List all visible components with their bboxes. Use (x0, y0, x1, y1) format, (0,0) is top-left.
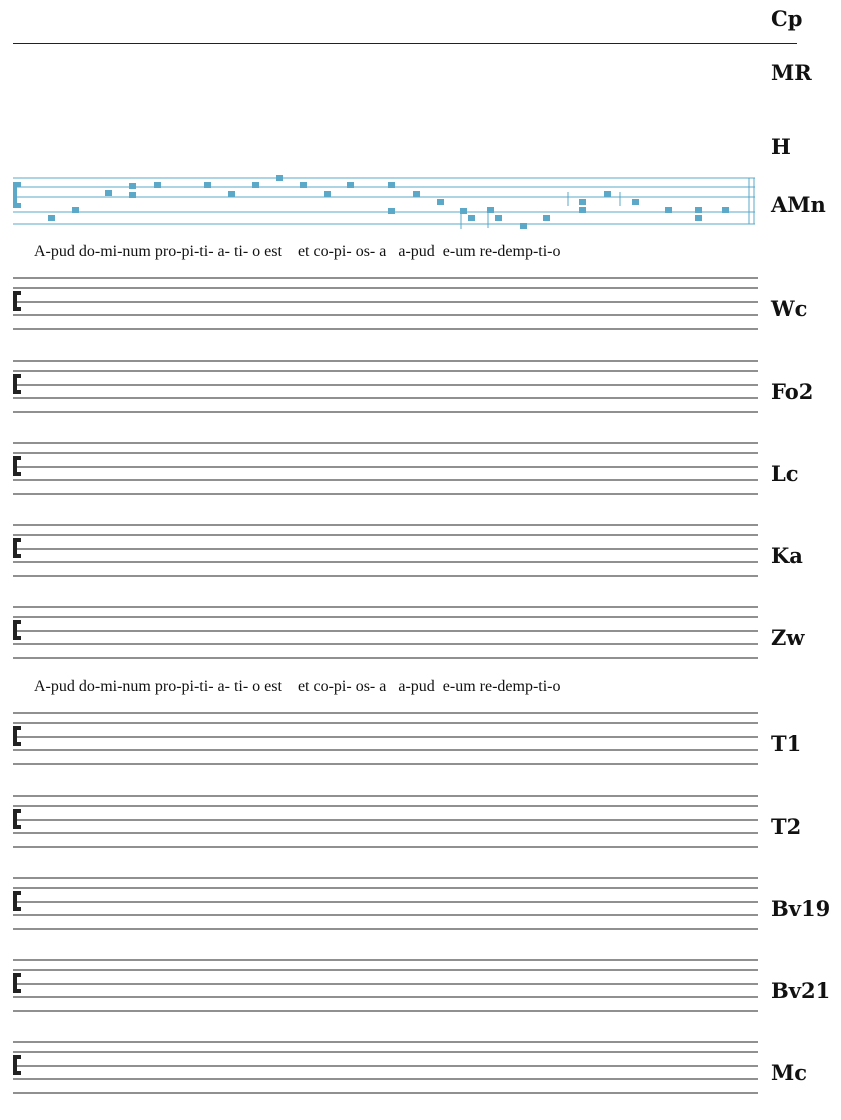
staff-t1[interactable] (13, 712, 758, 772)
staff-t2[interactable] (13, 795, 758, 855)
lyrics-line-2: A-pud do-mi-num pro-pi-ti- a- ti- o est et co-pi- os- a a-pud e-um re-demp-ti-o (34, 678, 561, 695)
siglum-amn[interactable]: AMn (771, 192, 826, 217)
siglum-t2[interactable]: T2 (771, 814, 802, 839)
siglum-fo2[interactable]: Fo2 (771, 379, 814, 404)
staff-wc[interactable] (13, 277, 758, 337)
siglum-ka[interactable]: Ka (771, 543, 803, 568)
siglum-h[interactable]: H (771, 134, 791, 159)
staff-lc[interactable] (13, 442, 758, 502)
siglum-bv21[interactable]: Bv21 (771, 978, 831, 1003)
staff-fo2[interactable] (13, 360, 758, 420)
siglum-lc[interactable]: Lc (771, 461, 799, 486)
siglum-mc[interactable]: Mc (771, 1060, 808, 1085)
staff-amn[interactable] (13, 174, 758, 230)
siglum-t1[interactable]: T1 (771, 731, 802, 756)
siglum-cp[interactable]: Cp (771, 6, 803, 31)
siglum-wc[interactable]: Wc (771, 296, 808, 321)
staff-bv19[interactable] (13, 877, 758, 937)
staff-ka[interactable] (13, 524, 758, 584)
siglum-mr[interactable]: MR (771, 60, 812, 85)
lyrics-line-1: A-pud do-mi-num pro-pi-ti- a- ti- o est et co-pi- os- a a-pud e-um re-demp-ti-o (34, 243, 561, 260)
staff-bv21[interactable] (13, 959, 758, 1019)
siglum-bv19[interactable]: Bv19 (771, 896, 831, 921)
top-rule (13, 43, 797, 44)
staff-zw[interactable] (13, 606, 758, 666)
siglum-zw[interactable]: Zw (771, 625, 805, 650)
staff-mc[interactable] (13, 1041, 758, 1101)
